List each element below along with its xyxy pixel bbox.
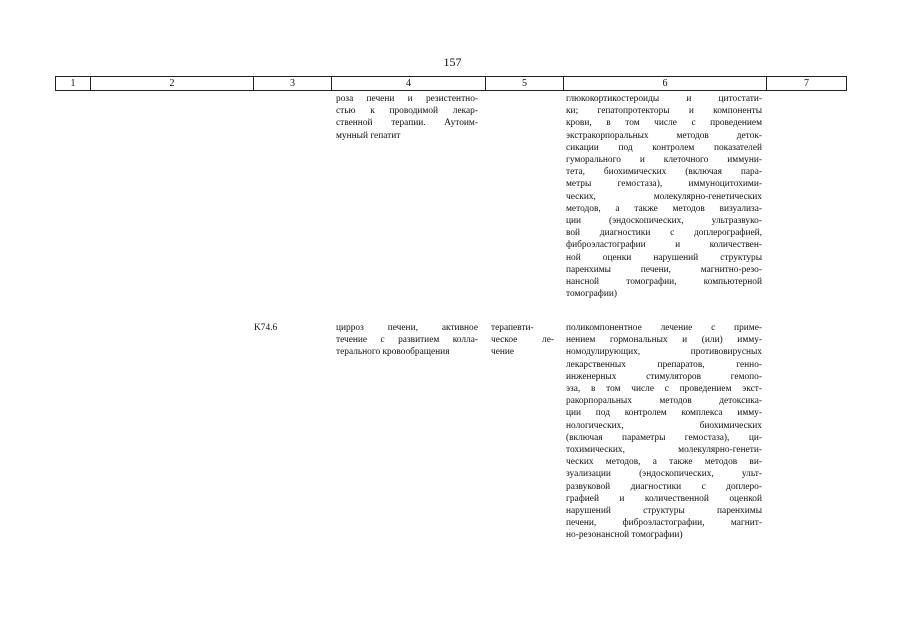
text-line: но-резонансной томографии) xyxy=(566,530,683,541)
text-line: инженерных стимуляторов гемопо- xyxy=(566,371,762,382)
text-line: нансной томографии, компьютерной xyxy=(566,277,762,288)
text-line: метры гемостаза), иммуноцитохими- xyxy=(566,179,762,190)
text-line: ции (эндоскопических, ультразвуко- xyxy=(566,216,762,227)
column-header-7: 7 xyxy=(766,77,847,90)
text-line: (включая параметры гемостаза), ци- xyxy=(566,432,762,443)
column-header-1: 1 xyxy=(55,77,90,90)
text-line: ческое ле- xyxy=(491,335,554,346)
text-line: глюкокортикостероиды и цитостати- xyxy=(566,94,762,104)
text-line: роза печени и резистентно- xyxy=(336,94,478,104)
column-header-2: 2 xyxy=(90,77,253,90)
text-line: ственной терапии. Аутоим- xyxy=(336,118,478,129)
row-b-diagnosis xyxy=(336,322,478,359)
text-line: тета, биохимических (включая пара- xyxy=(566,167,762,178)
text-line: нением гормональных и (или) имму- xyxy=(566,335,762,346)
text-line: вой диагностики с доплерографией, xyxy=(566,228,762,239)
text-line: крови, в том числе с проведением xyxy=(566,118,762,129)
text-line: мунный гепатит xyxy=(336,130,401,141)
text-line: паренхимы печени, магнитно-резо- xyxy=(566,264,762,275)
text-line: ческих методов, а также методов ви- xyxy=(566,457,762,468)
text-line: терапевти- xyxy=(491,323,534,333)
text-line: ракорпоральных методов детоксика- xyxy=(566,396,762,407)
text-line: номодулирующих, противовирусных xyxy=(566,347,762,358)
text-line: течение с развитием колла- xyxy=(336,335,478,346)
column-header-4: 4 xyxy=(331,77,485,90)
text-line: цирроз печени, активное xyxy=(336,323,478,333)
text-line: зуализации (эндоскопических, ульт- xyxy=(566,469,762,480)
text-line: ной оценки нарушений структуры xyxy=(566,252,762,263)
text-line: тохимических, молекулярно-генети- xyxy=(566,445,762,456)
row-b-treatment-method xyxy=(566,322,762,542)
text-line: графией и количественной оценкой xyxy=(566,493,762,504)
text-line: ки; гепатопротекторы и компоненты xyxy=(566,106,762,117)
row-b-treatment-type xyxy=(491,322,554,359)
table-header-row xyxy=(55,76,847,91)
text-line: экстракорпоральных методов деток- xyxy=(566,130,762,141)
text-line: сикации под контролем показателей xyxy=(566,142,762,153)
text-line: поликомпонентное лечение с приме- xyxy=(566,323,762,333)
row-a-treatment-method xyxy=(566,93,762,300)
text-line: терального кровообращения xyxy=(336,347,450,358)
text-line: нарушений структуры паренхимы xyxy=(566,506,762,517)
text-line: фиброэластографии и количествен- xyxy=(566,240,762,251)
text-line: стью к проводимой лекар- xyxy=(336,106,478,117)
column-header-3: 3 xyxy=(253,77,331,90)
column-header-6: 6 xyxy=(563,77,766,90)
text-line: чение xyxy=(491,347,515,358)
text-line: нологических, биохимических xyxy=(566,420,762,431)
text-line: ции под контролем комплекса имму- xyxy=(566,408,762,419)
text-line: гуморального и клеточного иммуни- xyxy=(566,155,762,166)
text-line: ческих, молекулярно-генетических xyxy=(566,191,762,202)
text-line: методов, а также методов визуализа- xyxy=(566,203,762,214)
row-a-diagnosis xyxy=(336,93,478,142)
text-line: томографии) xyxy=(566,289,618,300)
column-header-5: 5 xyxy=(485,77,563,90)
text-line: печени, фиброэластографии, магнит- xyxy=(566,518,762,529)
page-number: 157 xyxy=(443,55,462,69)
text-line: развуковой диагностики с доплеро- xyxy=(566,481,762,492)
text-line: эза, в том числе с проведением экст- xyxy=(566,384,762,395)
row-b-icd-code: K74.6 xyxy=(254,323,278,333)
text-line: лекарственных препаратов, генно- xyxy=(566,359,762,370)
